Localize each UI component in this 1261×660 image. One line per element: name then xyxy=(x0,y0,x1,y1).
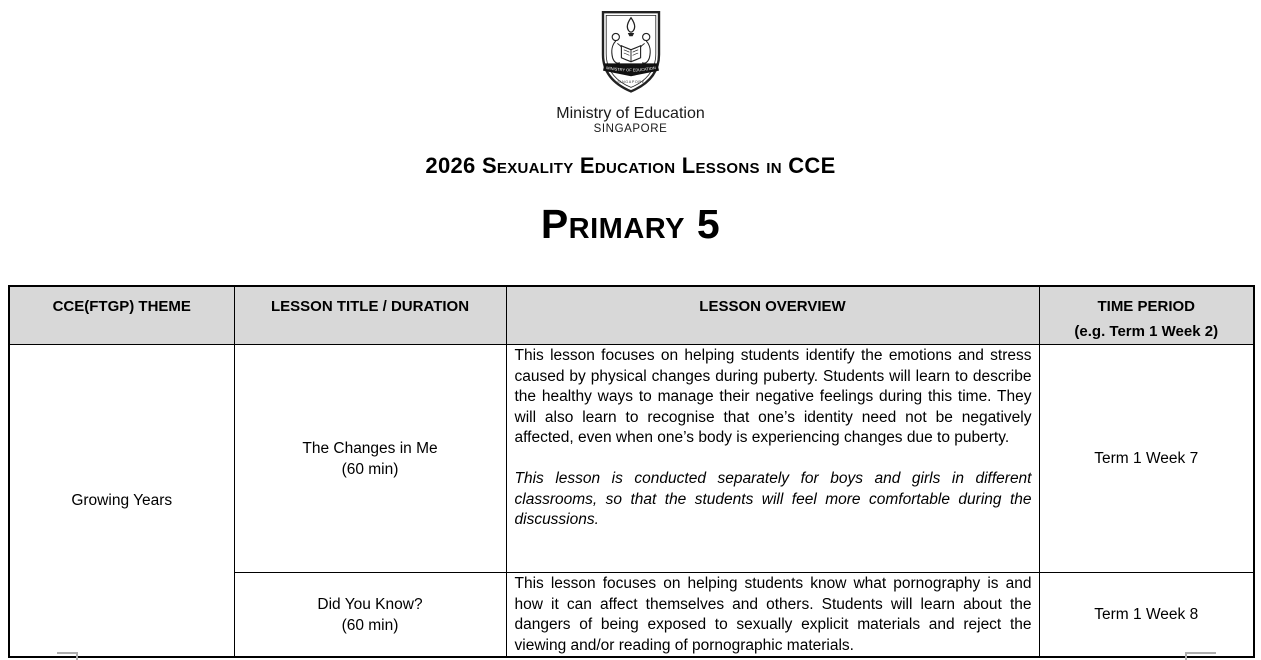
page-boundary-mark-right xyxy=(1185,652,1216,660)
header-time-period-line1: TIME PERIOD xyxy=(1097,298,1195,315)
time-period-cell: Term 1 Week 8 xyxy=(1039,573,1254,658)
org-country: SINGAPORE xyxy=(593,123,668,135)
lesson-title: Did You Know? xyxy=(317,595,423,613)
lesson-title-cell xyxy=(234,345,506,573)
lesson-overview-cell xyxy=(506,573,1039,658)
lesson-title-cell xyxy=(234,573,506,658)
document-title: 2026 Sexuality Education Lessons in CCE xyxy=(425,153,836,178)
lessons-table xyxy=(8,285,1255,658)
table-header-row xyxy=(9,286,1254,345)
lesson-duration: (60 min) xyxy=(341,616,399,634)
header-time-period xyxy=(1039,286,1254,345)
crest-singapore-text: SINGAPORE xyxy=(616,80,645,84)
time-period-cell: Term 1 Week 7 xyxy=(1039,345,1254,573)
header-lesson-overview: LESSON OVERVIEW xyxy=(506,286,1039,345)
moe-crest-logo xyxy=(591,8,671,98)
crest-banner-text: MINISTRY OF EDUCATION xyxy=(605,65,656,73)
theme-cell: Growing Years xyxy=(9,345,234,658)
overview-paragraph: This lesson focuses on helping students identify the emotions and stress caused by physical changes during puberty. Students will learn to describe the healthy ways to manage their negative feelings during this time. They will also learn to recognise that one’s identity need not be negatively affected, even when one’s body is experiencing changes due to puberty. xyxy=(514,347,1032,446)
document-header xyxy=(0,8,1261,247)
org-name: Ministry of Education xyxy=(556,105,705,122)
lesson-title: The Changes in Me xyxy=(302,439,438,457)
lesson-overview-cell xyxy=(506,345,1039,573)
overview-paragraph: This lesson focuses on helping students know what pornography is and how it can affect themselves and others. Students will learn about the dangers of being exposed to sexually explicit materials and reject the viewing and/or reading of pornographic materials. xyxy=(514,575,1032,654)
header-lesson-title: LESSON TITLE / DURATION xyxy=(234,286,506,345)
header-time-period-line2: (e.g. Term 1 Week 2) xyxy=(1074,323,1219,340)
overview-note-italic: This lesson is conducted separately for boys and girls in different classrooms, so that the students will feel more comfortable during the discussions. xyxy=(514,470,1032,528)
table-row-changes-in-me xyxy=(9,345,1254,573)
document-level-title: Primary 5 xyxy=(540,201,721,247)
page-boundary-mark-left xyxy=(57,652,78,660)
header-theme: CCE(FTGP) THEME xyxy=(9,286,234,345)
lesson-duration: (60 min) xyxy=(341,460,399,478)
